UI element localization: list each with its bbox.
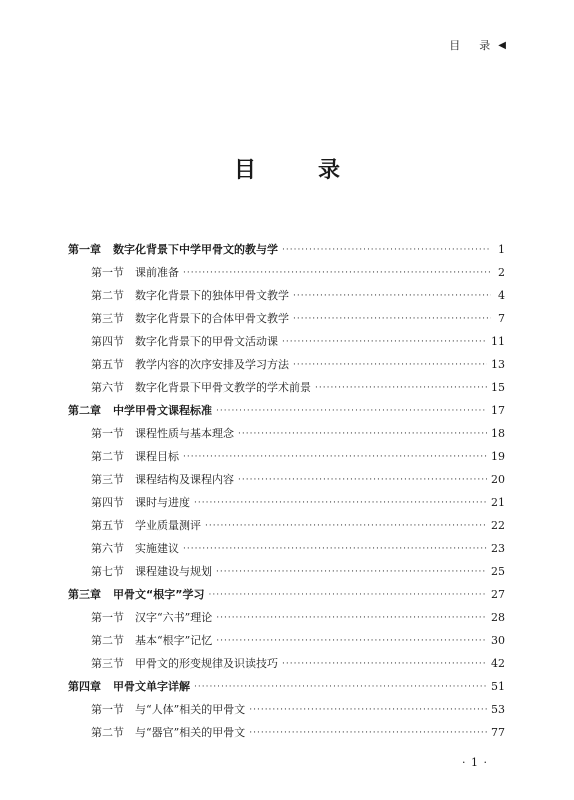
toc-dot-leader <box>315 383 487 393</box>
toc-section-entry[interactable] <box>68 494 505 517</box>
toc-chapter-entry[interactable] <box>68 241 505 264</box>
toc-entry-title: 中学甲骨文课程标准 <box>113 404 212 417</box>
toc-section-entry[interactable] <box>68 333 505 356</box>
toc-entry-title: 数字化背景下甲骨文教学的学术前景 <box>135 381 311 394</box>
toc-section-entry[interactable] <box>68 471 505 494</box>
toc-entry-title: 课程建设与规划 <box>135 565 212 578</box>
toc-entry-title: 与“人体”相关的甲骨文 <box>135 703 246 716</box>
toc-entry-title: 实施建议 <box>135 542 179 555</box>
toc-entry-page: 4 <box>498 289 505 302</box>
toc-section-entry[interactable] <box>68 724 505 747</box>
toc-entry-title: 甲骨文的形变规律及识读技巧 <box>135 657 278 670</box>
toc-entry-page: 20 <box>491 473 505 486</box>
toc-entry-page: 53 <box>491 703 505 716</box>
toc-dot-leader <box>216 636 487 646</box>
toc-entry-page: 77 <box>491 726 505 739</box>
toc-entry-page: 22 <box>491 519 505 532</box>
toc-dot-leader <box>216 406 487 416</box>
toc-section-entry[interactable] <box>68 264 505 287</box>
toc-chapter-entry[interactable] <box>68 586 505 609</box>
toc-entry-page: 21 <box>491 496 505 509</box>
toc-entry-number: 第五节 <box>91 358 124 371</box>
toc-entry-page: 30 <box>491 634 505 647</box>
toc-entry-number: 第三节 <box>91 312 124 325</box>
toc-entry-page: 18 <box>491 427 505 440</box>
toc-dot-leader <box>282 659 487 669</box>
toc-section-entry[interactable] <box>68 632 505 655</box>
toc-section-entry[interactable] <box>68 517 505 540</box>
toc-entry-number: 第一节 <box>91 611 124 624</box>
toc-entry-number: 第四节 <box>91 496 124 509</box>
toc-entry-page: 7 <box>498 312 505 325</box>
toc-entry-number: 第三章 <box>68 588 101 601</box>
toc-dot-leader <box>293 291 491 301</box>
toc-section-entry[interactable] <box>68 287 505 310</box>
toc-entry-number: 第五节 <box>91 519 124 532</box>
toc-entry-number: 第四节 <box>91 335 124 348</box>
toc-entry-number: 第一节 <box>91 427 124 440</box>
toc-entry-title: 学业质量测评 <box>135 519 201 532</box>
toc-entry-title: 课程性质与基本理念 <box>135 427 234 440</box>
toc-section-entry[interactable] <box>68 701 505 724</box>
toc-entry-page: 2 <box>498 266 505 279</box>
toc-entry-title: 甲骨文“根字”学习 <box>113 588 205 601</box>
toc-dot-leader <box>282 245 491 255</box>
page-title: 目 录 <box>233 158 360 183</box>
toc-entry-page: 15 <box>491 381 505 394</box>
toc-dot-leader <box>183 268 491 278</box>
toc-dot-leader <box>208 590 487 600</box>
toc-dot-leader <box>205 521 487 531</box>
toc-dot-leader <box>238 475 487 485</box>
toc-dot-leader <box>194 682 487 692</box>
toc-section-entry[interactable] <box>68 540 505 563</box>
page-number: · 1 · <box>462 756 488 769</box>
toc-chapter-entry[interactable] <box>68 678 505 701</box>
toc-entry-page: 25 <box>491 565 505 578</box>
toc-entry-number: 第二节 <box>91 450 124 463</box>
toc-section-entry[interactable] <box>68 609 505 632</box>
toc-entry-number: 第七节 <box>91 565 124 578</box>
toc-entry-title: 课程结构及课程内容 <box>135 473 234 486</box>
toc-entry-number: 第三节 <box>91 473 124 486</box>
toc-entry-title: 与“器官”相关的甲骨文 <box>135 726 246 739</box>
running-head-title: 目 录 <box>449 39 495 52</box>
toc-entry-page: 17 <box>491 404 505 417</box>
toc-entry-title: 课程目标 <box>135 450 179 463</box>
toc-chapter-entry[interactable] <box>68 402 505 425</box>
toc-entry-number: 第三节 <box>91 657 124 670</box>
toc-entry-number: 第二章 <box>68 404 101 417</box>
running-head <box>449 37 506 53</box>
table-of-contents <box>68 241 505 747</box>
toc-entry-title: 教学内容的次序安排及学习方法 <box>135 358 289 371</box>
toc-entry-page: 28 <box>491 611 505 624</box>
toc-dot-leader <box>194 498 487 508</box>
toc-entry-page: 51 <box>491 680 505 693</box>
toc-dot-leader <box>293 314 491 324</box>
toc-dot-leader <box>238 429 487 439</box>
toc-entry-number: 第二节 <box>91 726 124 739</box>
toc-entry-title: 课前准备 <box>135 266 179 279</box>
toc-entry-number: 第二节 <box>91 634 124 647</box>
toc-entry-page: 1 <box>498 243 505 256</box>
toc-entry-number: 第一章 <box>68 243 101 256</box>
toc-entry-page: 11 <box>491 335 505 348</box>
toc-section-entry[interactable] <box>68 448 505 471</box>
toc-dot-leader <box>249 705 487 715</box>
toc-dot-leader <box>216 567 487 577</box>
toc-entry-title: 基本“根字”记忆 <box>135 634 213 647</box>
toc-entry-page: 19 <box>491 450 505 463</box>
toc-entry-number: 第一节 <box>91 703 124 716</box>
toc-entry-title: 甲骨文单字详解 <box>113 680 190 693</box>
toc-entry-number: 第六节 <box>91 381 124 394</box>
toc-entry-page: 13 <box>491 358 505 371</box>
triangle-left-icon: ◀ <box>498 39 506 51</box>
toc-dot-leader <box>282 337 487 347</box>
toc-entry-number: 第二节 <box>91 289 124 302</box>
toc-entry-title: 数字化背景下中学甲骨文的教与学 <box>113 243 278 256</box>
toc-section-entry[interactable] <box>68 356 505 379</box>
toc-section-entry[interactable] <box>68 310 505 333</box>
toc-section-entry[interactable] <box>68 425 505 448</box>
toc-entry-page: 42 <box>491 657 505 670</box>
toc-entry-title: 数字化背景下的甲骨文活动课 <box>135 335 278 348</box>
toc-entry-number: 第四章 <box>68 680 101 693</box>
toc-entry-number: 第六节 <box>91 542 124 555</box>
toc-dot-leader <box>249 728 487 738</box>
toc-entry-title: 数字化背景下的独体甲骨文教学 <box>135 289 289 302</box>
toc-entry-title: 汉字“六书”理论 <box>135 611 213 624</box>
toc-dot-leader <box>183 452 487 462</box>
toc-section-entry[interactable] <box>68 379 505 402</box>
toc-dot-leader <box>293 360 487 370</box>
toc-entry-title: 课时与进度 <box>135 496 190 509</box>
toc-section-entry[interactable] <box>68 563 505 586</box>
toc-entry-number: 第一节 <box>91 266 124 279</box>
toc-section-entry[interactable] <box>68 655 505 678</box>
toc-entry-title: 数字化背景下的合体甲骨文教学 <box>135 312 289 325</box>
toc-dot-leader <box>183 544 487 554</box>
toc-entry-page: 27 <box>491 588 505 601</box>
toc-entry-page: 23 <box>491 542 505 555</box>
toc-dot-leader <box>216 613 487 623</box>
